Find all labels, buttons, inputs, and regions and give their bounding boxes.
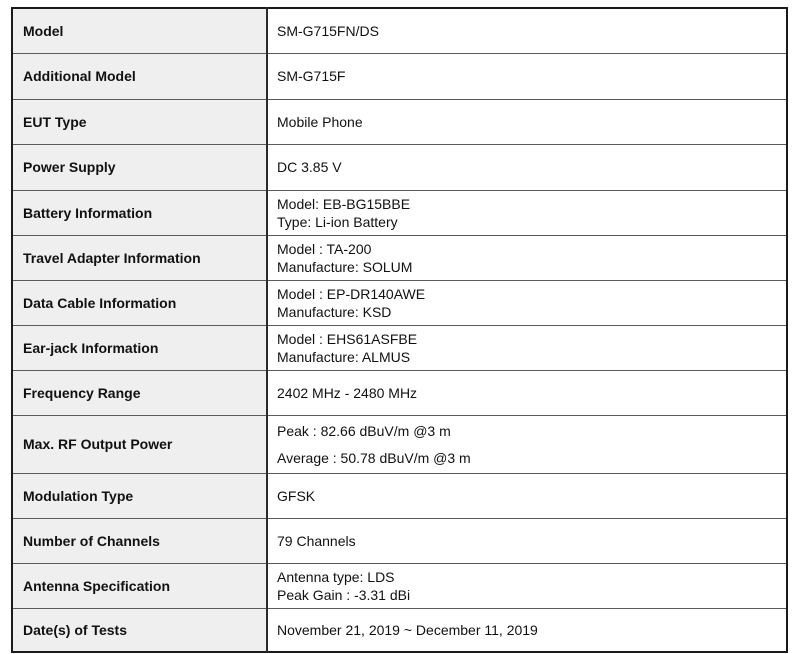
eut-type-value bbox=[267, 99, 787, 144]
dates-of-tests-value-line-1: November 21, 2019 ~ December 11, 2019 bbox=[277, 621, 538, 638]
row-data-cable-information bbox=[12, 280, 787, 325]
data-cable-information-label: Data Cable Information bbox=[12, 280, 267, 325]
power-supply-value-line-1: DC 3.85 V bbox=[277, 159, 342, 175]
travel-adapter-information-label: Travel Adapter Information bbox=[12, 235, 267, 280]
battery-information-label: Battery Information bbox=[12, 190, 267, 235]
number-of-channels-value bbox=[267, 518, 787, 563]
dates-of-tests-value bbox=[267, 608, 787, 652]
ear-jack-information-value bbox=[267, 325, 787, 370]
antenna-specification-value-line-2: Peak Gain : -3.31 dBi bbox=[277, 586, 411, 603]
antenna-specification-value bbox=[267, 563, 787, 608]
data-cable-information-value-line-1: Model : EP-DR140AWE bbox=[277, 285, 426, 302]
battery-information-value-line-2: Type: Li-ion Battery bbox=[277, 213, 398, 230]
power-supply-value bbox=[267, 144, 787, 190]
row-power-supply bbox=[12, 144, 787, 190]
row-additional-model bbox=[12, 53, 787, 99]
row-frequency-range bbox=[12, 370, 787, 415]
ear-jack-information-value-line-1: Model : EHS61ASFBE bbox=[277, 330, 418, 347]
row-max-rf-output-power bbox=[12, 415, 787, 473]
row-model bbox=[12, 8, 787, 53]
frequency-range-value bbox=[267, 370, 787, 415]
number-of-channels-label: Number of Channels bbox=[12, 518, 267, 563]
modulation-type-value-line-1: GFSK bbox=[277, 487, 316, 504]
data-cable-information-value bbox=[267, 280, 787, 325]
row-number-of-channels bbox=[12, 518, 787, 563]
travel-adapter-information-value-line-2: Manufacture: SOLUM bbox=[277, 258, 413, 275]
ear-jack-information-label: Ear-jack Information bbox=[12, 325, 267, 370]
eut-type-label: EUT Type bbox=[12, 99, 267, 144]
model-value bbox=[267, 8, 787, 53]
additional-model-label: Additional Model bbox=[12, 53, 267, 99]
eut-type-value-line-1: Mobile Phone bbox=[277, 113, 363, 130]
antenna-specification-label: Antenna Specification bbox=[12, 563, 267, 608]
row-ear-jack-information bbox=[12, 325, 787, 370]
row-battery-information bbox=[12, 190, 787, 235]
spec-table bbox=[11, 7, 788, 653]
dates-of-tests-label: Date(s) of Tests bbox=[12, 608, 267, 652]
data-cable-information-value-line-2: Manufacture: KSD bbox=[277, 303, 392, 320]
additional-model-value bbox=[267, 53, 787, 99]
modulation-type-value bbox=[267, 473, 787, 518]
frequency-range-value-line-1: 2402 MHz - 2480 MHz bbox=[277, 384, 418, 401]
battery-information-value bbox=[267, 190, 787, 235]
ear-jack-information-value-line-2: Manufacture: ALMUS bbox=[277, 348, 411, 365]
max-rf-output-power-value bbox=[267, 415, 787, 473]
row-eut-type bbox=[12, 99, 787, 144]
battery-information-value-line-1: Model: EB-BG15BBE bbox=[277, 195, 411, 212]
modulation-type-label: Modulation Type bbox=[12, 473, 267, 518]
max-rf-output-power-value-line-2: Average : 50.78 dBuV/m @3 m bbox=[277, 449, 471, 466]
frequency-range-label: Frequency Range bbox=[12, 370, 267, 415]
power-supply-label: Power Supply bbox=[12, 144, 267, 190]
travel-adapter-information-value bbox=[267, 235, 787, 280]
model-value-line-1: SM-G715FN/DS bbox=[277, 22, 379, 39]
row-dates-of-tests bbox=[12, 608, 787, 652]
antenna-specification-value-line-1: Antenna type: LDS bbox=[277, 568, 395, 585]
max-rf-output-power-value-line-1: Peak : 82.66 dBuV/m @3 m bbox=[277, 422, 451, 439]
row-modulation-type bbox=[12, 473, 787, 518]
max-rf-output-power-label: Max. RF Output Power bbox=[12, 415, 267, 473]
additional-model-value-line-1: SM-G715F bbox=[277, 68, 346, 84]
travel-adapter-information-value-line-1: Model : TA-200 bbox=[277, 240, 372, 257]
number-of-channels-value-line-1: 79 Channels bbox=[277, 532, 356, 549]
row-antenna-specification bbox=[12, 563, 787, 608]
model-label: Model bbox=[12, 8, 267, 53]
row-travel-adapter-information bbox=[12, 235, 787, 280]
